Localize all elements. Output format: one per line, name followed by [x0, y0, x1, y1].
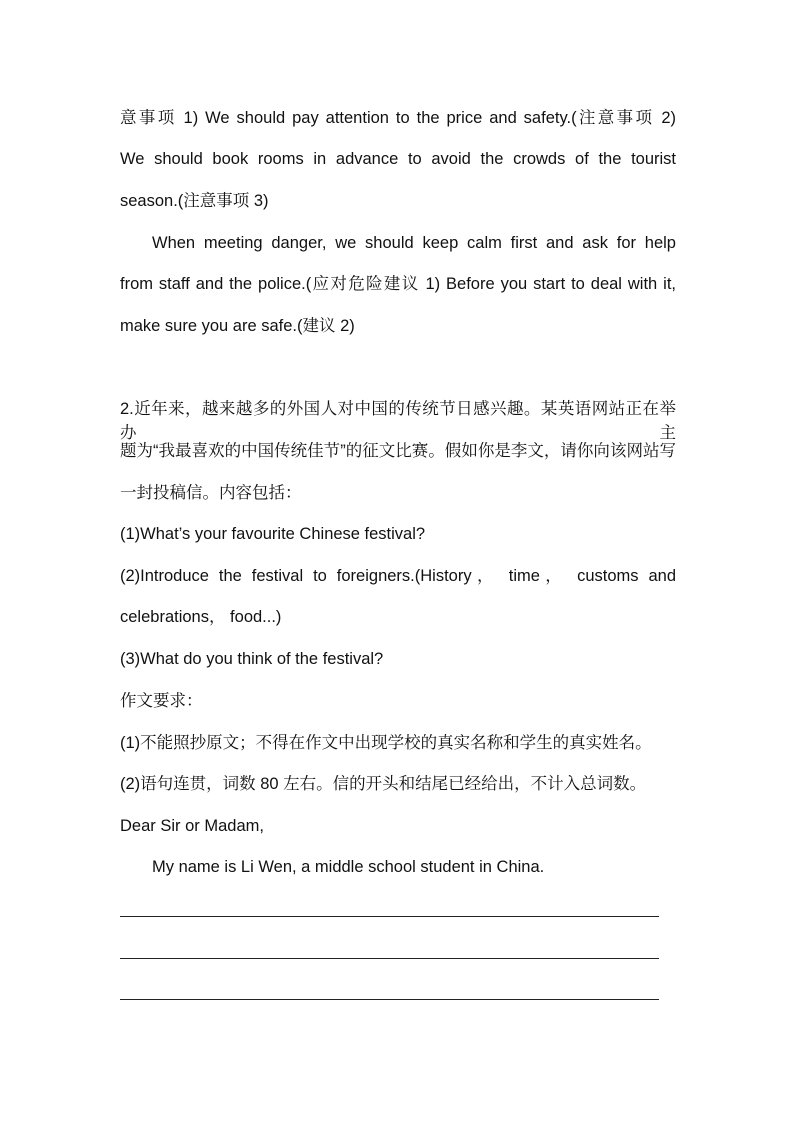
content-point: celebrations， food...): [120, 608, 282, 626]
requirements-heading: 作文要求：: [120, 692, 203, 710]
question-intro-line: 一封投稿信。内容包括：: [120, 484, 302, 502]
paragraph-line: We should book rooms in advance to avoid the crowds of the tourist: [120, 150, 676, 168]
answer-line: [120, 916, 659, 917]
content-point: (2)Introduce the festival to foreigners.(History， time， customs and: [120, 567, 676, 585]
paragraph-line: 意事项 1) We should pay attention to the price and safety.(注意事项 2): [120, 109, 676, 127]
paragraph-line: make sure you are safe.(建议 2): [120, 317, 355, 335]
requirement-item: (2)语句连贯，词数 80 左右。信的开头和结尾已经给出，不计入总词数。: [120, 775, 647, 793]
answer-line: [120, 999, 659, 1000]
content-point: (1)What’s your favourite Chinese festival?: [120, 525, 426, 543]
requirement-item: (1)不能照抄原文；不得在作文中出现学校的真实名称和学生的真实姓名。: [120, 734, 652, 752]
paragraph-line: season.(注意事项 3): [120, 192, 269, 210]
answer-line: [120, 958, 659, 959]
letter-opening-sentence: My name is Li Wen, a middle school student in China.: [152, 858, 545, 876]
content-point: (3)What do you think of the festival?: [120, 650, 384, 668]
question-intro-line: 2.近年来，越来越多的外国人对中国的传统节日感兴趣。某英语网站正在举办主: [120, 400, 676, 442]
question-intro-line: 题为“我最喜欢的中国传统佳节”的征文比赛。假如你是李文，请你向该网站写: [120, 442, 676, 460]
letter-salutation: Dear Sir or Madam,: [120, 817, 264, 835]
paragraph-line: When meeting danger, we should keep calm first and ask for help: [152, 234, 676, 252]
paragraph-line: from staff and the police.(应对危险建议 1) Before you start to deal with it,: [120, 275, 676, 293]
